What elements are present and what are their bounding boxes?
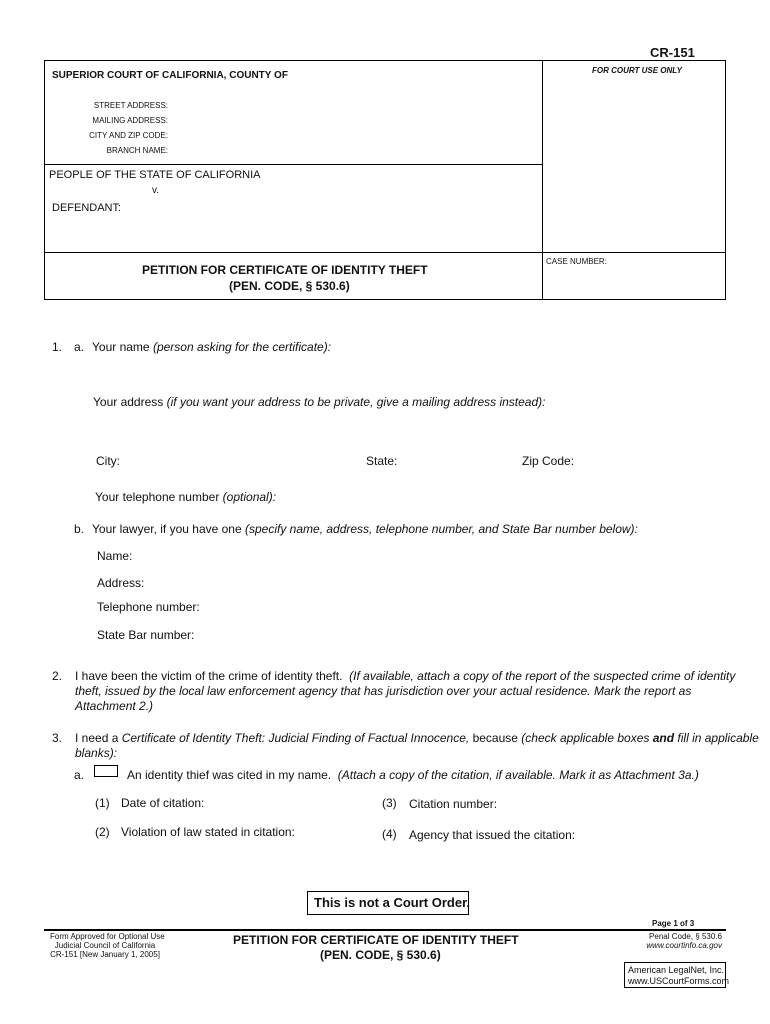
item2-line2: theft, issued by the local law enforcement agency that has jurisdiction over your actual residence. Mark the report as — [75, 684, 692, 698]
vendor-name: American LegalNet, Inc. — [628, 965, 725, 975]
street-address-label: STREET ADDRESS: — [93, 101, 168, 110]
citation-number-label: Citation number: — [409, 797, 498, 811]
item3a-text: An identity thief was cited in my name. (Attach a copy of the citation, if available. Mark it as Attachment 3a.) — [127, 768, 699, 782]
your-name-label: Your name (person asking for the certificate): — [92, 340, 332, 354]
item3-line1: I need a Certificate of Identity Theft: Judicial Finding of Factual Innocence, because (check applicable boxes and fill in applicable — [75, 731, 759, 745]
lawyer-name-label: Name: — [97, 549, 133, 563]
vendor-url[interactable]: www.USCourtForms.com — [628, 976, 730, 986]
caption-divider — [542, 60, 543, 300]
form-revision: CR-151 [New January 1, 2005] — [50, 950, 160, 959]
item3a-letter: a. — [74, 768, 85, 782]
lawyer-phone-label: Telephone number: — [97, 600, 200, 614]
party-v: v. — [152, 185, 160, 196]
form-approved: Form Approved for Optional Use — [50, 932, 165, 941]
mailing-address-label: MAILING ADDRESS: — [92, 116, 168, 125]
page-number: Page 1 of 3 — [652, 919, 695, 928]
item2-number: 2. — [52, 669, 63, 683]
city-zip-label: CITY AND ZIP CODE: — [89, 131, 168, 140]
item1a-letter: a. — [74, 340, 85, 354]
date-of-citation-label: Date of citation: — [121, 796, 205, 810]
state-label: State: — [366, 454, 398, 468]
lawyer-bar-label: State Bar number: — [97, 628, 195, 642]
footer-title: PETITION FOR CERTIFICATE OF IDENTITY THEFT — [233, 933, 519, 947]
judicial-council: Judicial Council of California — [54, 941, 156, 950]
zip-label: Zip Code: — [522, 454, 575, 468]
item3a-checkbox[interactable] — [94, 765, 118, 777]
penal-code-ref: Penal Code, § 530.6 — [649, 932, 722, 941]
caption-rule-1 — [44, 164, 542, 165]
form-title: PETITION FOR CERTIFICATE OF IDENTITY THEFT — [142, 263, 428, 277]
form-number: CR-151 — [650, 45, 695, 60]
item1-number: 1. — [52, 340, 63, 354]
item3-line2: blanks): — [75, 746, 118, 760]
your-address-label: Your address (if you want your address to be private, give a mailing address instead): — [93, 395, 546, 409]
not-court-order: This is not a Court Order. — [314, 895, 471, 910]
sub3-number: (3) — [382, 796, 397, 810]
branch-name-label: BRANCH NAME: — [106, 146, 168, 155]
item2-line3: Attachment 2.) — [75, 699, 154, 713]
courtinfo-url: www.courtinfo.ca.gov — [646, 941, 722, 950]
sub4-number: (4) — [382, 827, 397, 841]
party-people: PEOPLE OF THE STATE OF CALIFORNIA — [49, 169, 261, 181]
city-label: City: — [96, 454, 120, 468]
phone-label: Your telephone number (optional): — [95, 490, 277, 504]
court-use-label: FOR COURT USE ONLY — [592, 66, 682, 75]
footer-rule — [44, 929, 726, 931]
lawyer-label: Your lawyer, if you have one (specify name, address, telephone number, and State Bar number below): — [92, 522, 638, 536]
agency-label: Agency that issued the citation: — [409, 828, 576, 842]
lawyer-address-label: Address: — [97, 576, 145, 590]
item1b-letter: b. — [74, 522, 85, 536]
item3-number: 3. — [52, 731, 63, 745]
sub1-number: (1) — [95, 796, 110, 810]
case-number-label: CASE NUMBER: — [546, 257, 607, 266]
party-defendant: DEFENDANT: — [52, 202, 122, 214]
caption-rule-2 — [44, 252, 726, 253]
form-subtitle: (PEN. CODE, § 530.6) — [229, 279, 350, 293]
court-name: SUPERIOR COURT OF CALIFORNIA, COUNTY OF — [52, 70, 288, 81]
item2-line1: I have been the victim of the crime of identity theft. (If available, attach a copy of the report of the suspected crime of identity — [75, 669, 736, 683]
violation-label: Violation of law stated in citation: — [121, 825, 295, 839]
footer-subtitle: (PEN. CODE, § 530.6) — [320, 948, 441, 962]
sub2-number: (2) — [95, 825, 110, 839]
